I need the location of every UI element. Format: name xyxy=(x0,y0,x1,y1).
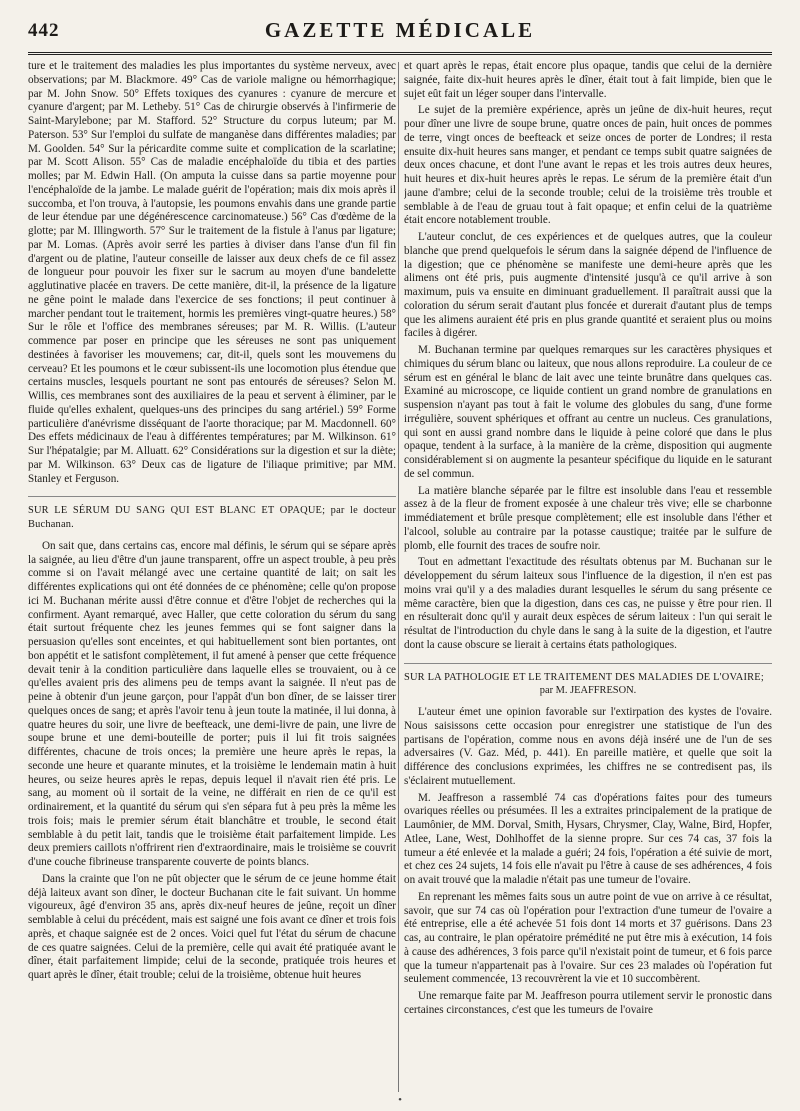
page-number: 442 xyxy=(28,20,60,41)
section-title-text: SUR LA PATHOLOGIE ET LE TRAITEMENT DES MALADIES DE L'OVAIRE; xyxy=(404,671,764,683)
article-paragraph: M. Buchanan termine par quelques remarques sur les caractères physiques et chimiques du sérum blanc ou laiteux, que nous allons reproduire. La couleur de ce sérum est en général le blanc de lait avec une teinte brunâtre dans quelques cas. Examiné au microscope, ce liquide contient un grand nombre de granulations en suspension n'ayant pas tout à fait le volume des globules du sang, d'une forme irrégulière, souvent sphériques et offrant au centre un nucleus. Ces granulations, qui sont en aussi grand nombre dans le liquide à peine coloré que dans le plus opaque, tendent à la surface, à la manière de la crème, disposition qui augmente considérablement si on augmente la pesanteur spécifique du liquide en le saturant de sel commun. xyxy=(404,344,772,480)
left-column xyxy=(28,60,396,1090)
article-paragraph: Une remarque faite par M. Jeaffreson pourra utilement servir le pronostic dans certaines circonstances, c'est que les tumeurs de l'ovaire xyxy=(404,990,772,1016)
header-rule xyxy=(28,52,772,55)
article-paragraph: Le sujet de la première expérience, après un jeûne de dix-huit heures, reçut pour dîner une livre de soupe brune, quatre onces de pain, huit onces de pommes de terre, vingt onces de beefteack et seize onces de porter de Londres; il resta ensuite dix-huit heures sans manger, et pendant ce temps subit quatre saignées de deux onces chacune, et dont l'une avant le repas et les trois autres deux heures, huit heures et dix-huit heures après le repas. Le sérum de la première était d'un jaune d'ambre; celui de la seconde trouble; celui de la troisième très trouble et semblable à de l'eau de gruau tout à fait opaque; et enfin celui de la quatrième était encore notablement trouble. xyxy=(404,104,772,227)
article-paragraph: Dans la crainte que l'on ne pût objecter que le sérum de ce jeune homme était déjà laiteux avant son dîner, le docteur Buchanan cite le fait suivant. Un homme vigoureux, âgé d'environ 35 ans, après dix-neuf heures de jeûne, reçoit un dîner semblable à celui du précédent, mais est saigné une fois avant ce dîner et trois fois après, et chaque saignée est de 2 onces. Voici quel fut l'état du sérum de chacune de ces quatre saignées. Celui de la première, celle qui avait été pratiquée avant le dîner, était parfaitement limpide; celui de la seconde, pratiquée trois heures et quart après le dîner, était trouble; celui de la troisième, obtenue huit heures xyxy=(28,872,396,981)
article-paragraph: M. Jeaffreson a rassemblé 74 cas d'opérations faites pour des tumeurs ovariques réelles ou présumées. Il les a extraites principalement de la pratique de Laumônier, de MM. Dorval, Smith, Hysars, Chrysmer, Clay, Walne, Bird, Hopfer, Atlee, Lane, West, Dohlhoffet de la sienne propre. Sur ces 74 cas, 37 fois la tumeur a été enlevée et la malade a guéri; 24 fois, l'opération a été suivie de mort, et chez ces 24 sujets, 14 fois elle n'avait pu l'être à cause de ses adhérences, 4 fois on avait trouvé que la maladie n'était pas une tumeur de l'ovaire. xyxy=(404,791,772,886)
section-title-ovaire xyxy=(404,663,772,699)
article-paragraph: ture et le traitement des maladies les plus importantes du système nerveux, avec observations; par M. Blackmore. 49° Cas de variole maligne ou hémorrhagique; par M. John Snow. 50° Effets toxiques des cyanures : cyanure de mercure et cyanure d'argent; par M. Letheby. 51° Cas de chirurgie observés à l'infirmerie de Saint-Marylebone; par M. Stafford. 52° Structure du corpus luteum; par M. Paterson. 53° Sur l'emploi du sulfate de manganèse dans différentes maladies; par M. Goolden. 54° Sur la péricardite comme suite et complication de la scarlatine; par M. Scott Alison. 55° Cas de maladie encéphaloïde du tibia et des parties molles; par M. Edwin Hall. (On amputa la cuisse dans sa partie moyenne pour l'encéphaloïde de la jambe. Le malade guérit de l'opération; mais dix mois après il succomba, et l'on trouva, à l'autopsie, les poumons envahis dans une grande partie de leur étendue par une dégénérescence carcinomateuse.) 56° Cas d'œdème de la glotte; par M. Illingworth. 57° Sur le traitement de la fistule à l'anus par ligature; par M. Lomas. (Après avoir serré les parties à diviser dans l'anse d'un fil fin d'argent ou de platine, l'auteur conseille de laisser aux deux chefs de ce fil assez de longueur pour pouvoir les fixer sur le sacrum au moyen d'une bandelette agglutinative placée en travers. De cette manière, dit-il, la présence de la ligature ne gêne point le malade dans l'exercice de ses fonctions; il peut continuer à marcher pendant tout le traitement, hormis les premières vingt-quatre heures.) 58° Sur le rôle et l'office des membranes séreuses; par M. R. Willis. (L'auteur commence par poser en principe que les séreuses ne sont pas uniquement destinées à favoriser les mouvemens; car, dit-il, quels sont les mouvemens du cerveau? Et les poumons et le cœur subissent-ils une locomotion plus étendue que certains muscles, lesquels pourtant ne sont pas entourés de séreuses? Selon M. Willis, ces membranes sont des auxiliaires de la peau et servent à éliminer, par le fluide qu'elles exhalent, quelques-uns des principes du sang artériel.) 59° Forme particulière d'anévrisme disséquant de l'aorte thoracique; par M. Macdonnell. 60° Des effets médicinaux de l'eau à différentes températures; par M. Wilkinson. 61° Sur l'hépatalgie; par M. Alluatt. 62° Considérations sur la digestion et sur la diète; par M. Wilkinson. 63° Deux cas de ligature de l'iliaque primitive; par MM. Stanley et Ferguson. xyxy=(28,60,396,485)
article-paragraph: Tout en admettant l'exactitude des résultats obtenus par M. Buchanan sur le développement du sérum laiteux sous l'influence de la digestion, il n'en est pas moins vrai qu'il y a des maladies durant lesquelles le sérum du sang présente ce même caractère, bien que la digestion, dans ces cas, ne puisse y être pour rien. Il en résulterait donc qu'il y aurait deux espèces de sérum laiteux : l'un qui serait le résultat de l'introduction du chyle dans le sang à la suite de la digestion, et l'autre dont la cause obscure se lierait à certains états pathologiques. xyxy=(404,556,772,651)
footer-mark: • xyxy=(398,1094,402,1106)
article-paragraph: En reprenant les mêmes faits sous un autre point de vue on arrive à ce résultat, savoir, que sur 74 cas où l'opération pour l'extraction d'une tumeur de l'ovaire a été entreprise, elle a été achevée 51 fois dont 14 morts et 37 guérisons. Dans 23 cas, au contraire, le plan opératoire prémédité ne put être mis à exécution, 14 fois à cause des adhérences, 3 fois parce qu'il n'existait point de tumeur, et 6 fois parce que la tumeur n'appartenait pas à l'ovaire. Sur ces 23 malades où l'opération fut seulement commencée, 13 recouvrèrent la vie et 10 succombèrent. xyxy=(404,890,772,986)
page-header xyxy=(28,16,772,46)
column-divider xyxy=(398,62,399,1092)
article-paragraph: On sait que, dans certains cas, encore mal définis, le sérum qui se sépare après la saignée, au lieu d'être d'un jaune transparent, offre un aspect trouble, à peu près comme si on l'avait mélangé avec une certaine quantité de lait; on sait les différentes explications qui ont été données de ce phénomène; celle qu'on propose ici M. Buchanan mérite aussi d'être connue et d'être l'objet de recherches qui la confirment. Ayant remarqué, avec Haller, que cette coloration du sérum du sang était surtout fréquente chez les jeunes femmes qui se font saigner dans la persuasion qu'elles sont enceintes, et qui habituellement sont bien portantes, ont bon appétit et le satisfont complètement, il fut amené à penser que cette fréquence devait tenir à la condition particulière dans laquelle elles se trouvaient, ou à ce qu'elles avaient pris des alimens peu de temps avant la saignée. Il n'eut pas de peine à obtenir d'un jeune garçon, pour l'appât d'un bon dîner, de se laisser tirer quelques onces de sang; et après l'avoir tenu à jeun toute la matinée, il lui donna, à quatre heures du soir, une livre de beefteack, une demi-livre de pain, une livre de soupe brune et une demi-bouteille de porter; puis il lui fit trois saignées différentes, chacune de trois onces; la première une heure après le repas, la seconde une heure et quarante minutes, et la troisième le lendemain matin à huit heures, ou seize heures après le repas, depuis lequel il n'avait rien été pris. Le sang, au moment où il sortait de la veine, ne différait en rien de ce qu'il est ordinairement, et la quantité du sérum qui s'en sépara fut à peu près la même les trois fois; mais le premier sérum était blanchâtre et trouble, le second était semblable à du petit lait, tandis que le troisième était parfaitement limpide. Les deux premiers caillots n'offrirent rien d'extraordinaire, mais le troisième se couvrit d'une couche fibrineuse transparente couverte de points blancs. xyxy=(28,539,396,868)
article-paragraph: L'auteur conclut, de ces expériences et de quelques autres, que la couleur blanche que prend quelquefois le sérum dans la saignée dépend de l'influence de la digestion; que ce phénomène se manifeste une demi-heure après que les alimens ont été pris, puis augmente d'intensité jusqu'à ce qu'il arrive à son maximum, puis va ensuite en diminuant graduellement. Il paraîtrait aussi que la coloration du sérum serait d'autant plus foncée et durerait d'autant plus de temps que les alimens auraient été pris en plus grande quantité et seraient plus ou moins faciles à digérer. xyxy=(404,231,772,340)
journal-title: GAZETTE MÉDICALE xyxy=(264,18,536,42)
right-column xyxy=(404,60,772,1090)
section-author: par M. JEAFFRESON. xyxy=(539,685,637,697)
article-paragraph: et quart après le repas, était encore plus opaque, tandis que celui de la dernière saignée, faite dix-huit heures après le dîner, était tout à fait limpide, bien que le sujet eût fait un léger souper dans l'intervalle. xyxy=(404,60,772,100)
article-paragraph: La matière blanche séparée par le filtre est insoluble dans l'eau et ressemble assez à de la fleur de froment exposée à une chaleur très vive; elle se charbonne immédiatement et brûle presque complètement; elle est insoluble dans l'éther et l'alcool, soluble au contraire par la potasse caustique; traitée par le sulfure de plomb, elle fournit des traces de soufre noir. xyxy=(404,484,772,552)
section-title-serum: SUR LE SÉRUM DU SANG QUI EST BLANC ET OPAQUE; par le docteur Buchanan. xyxy=(28,496,396,532)
article-paragraph: L'auteur émet une opinion favorable sur l'extirpation des kystes de l'ovaire. Nous saisissons cette occasion pour enregistrer une statistique de l'un des partisans de l'opération, comme nous en avons déjà inséré une de l'un de ses adversaires (V. Gaz. Méd, p. 441). En pareille matière, et quelle que soit la différence des conclusions exprimées, les chiffres ne se contredisent pas, ils s'éclairent mutuellement. xyxy=(404,706,772,787)
